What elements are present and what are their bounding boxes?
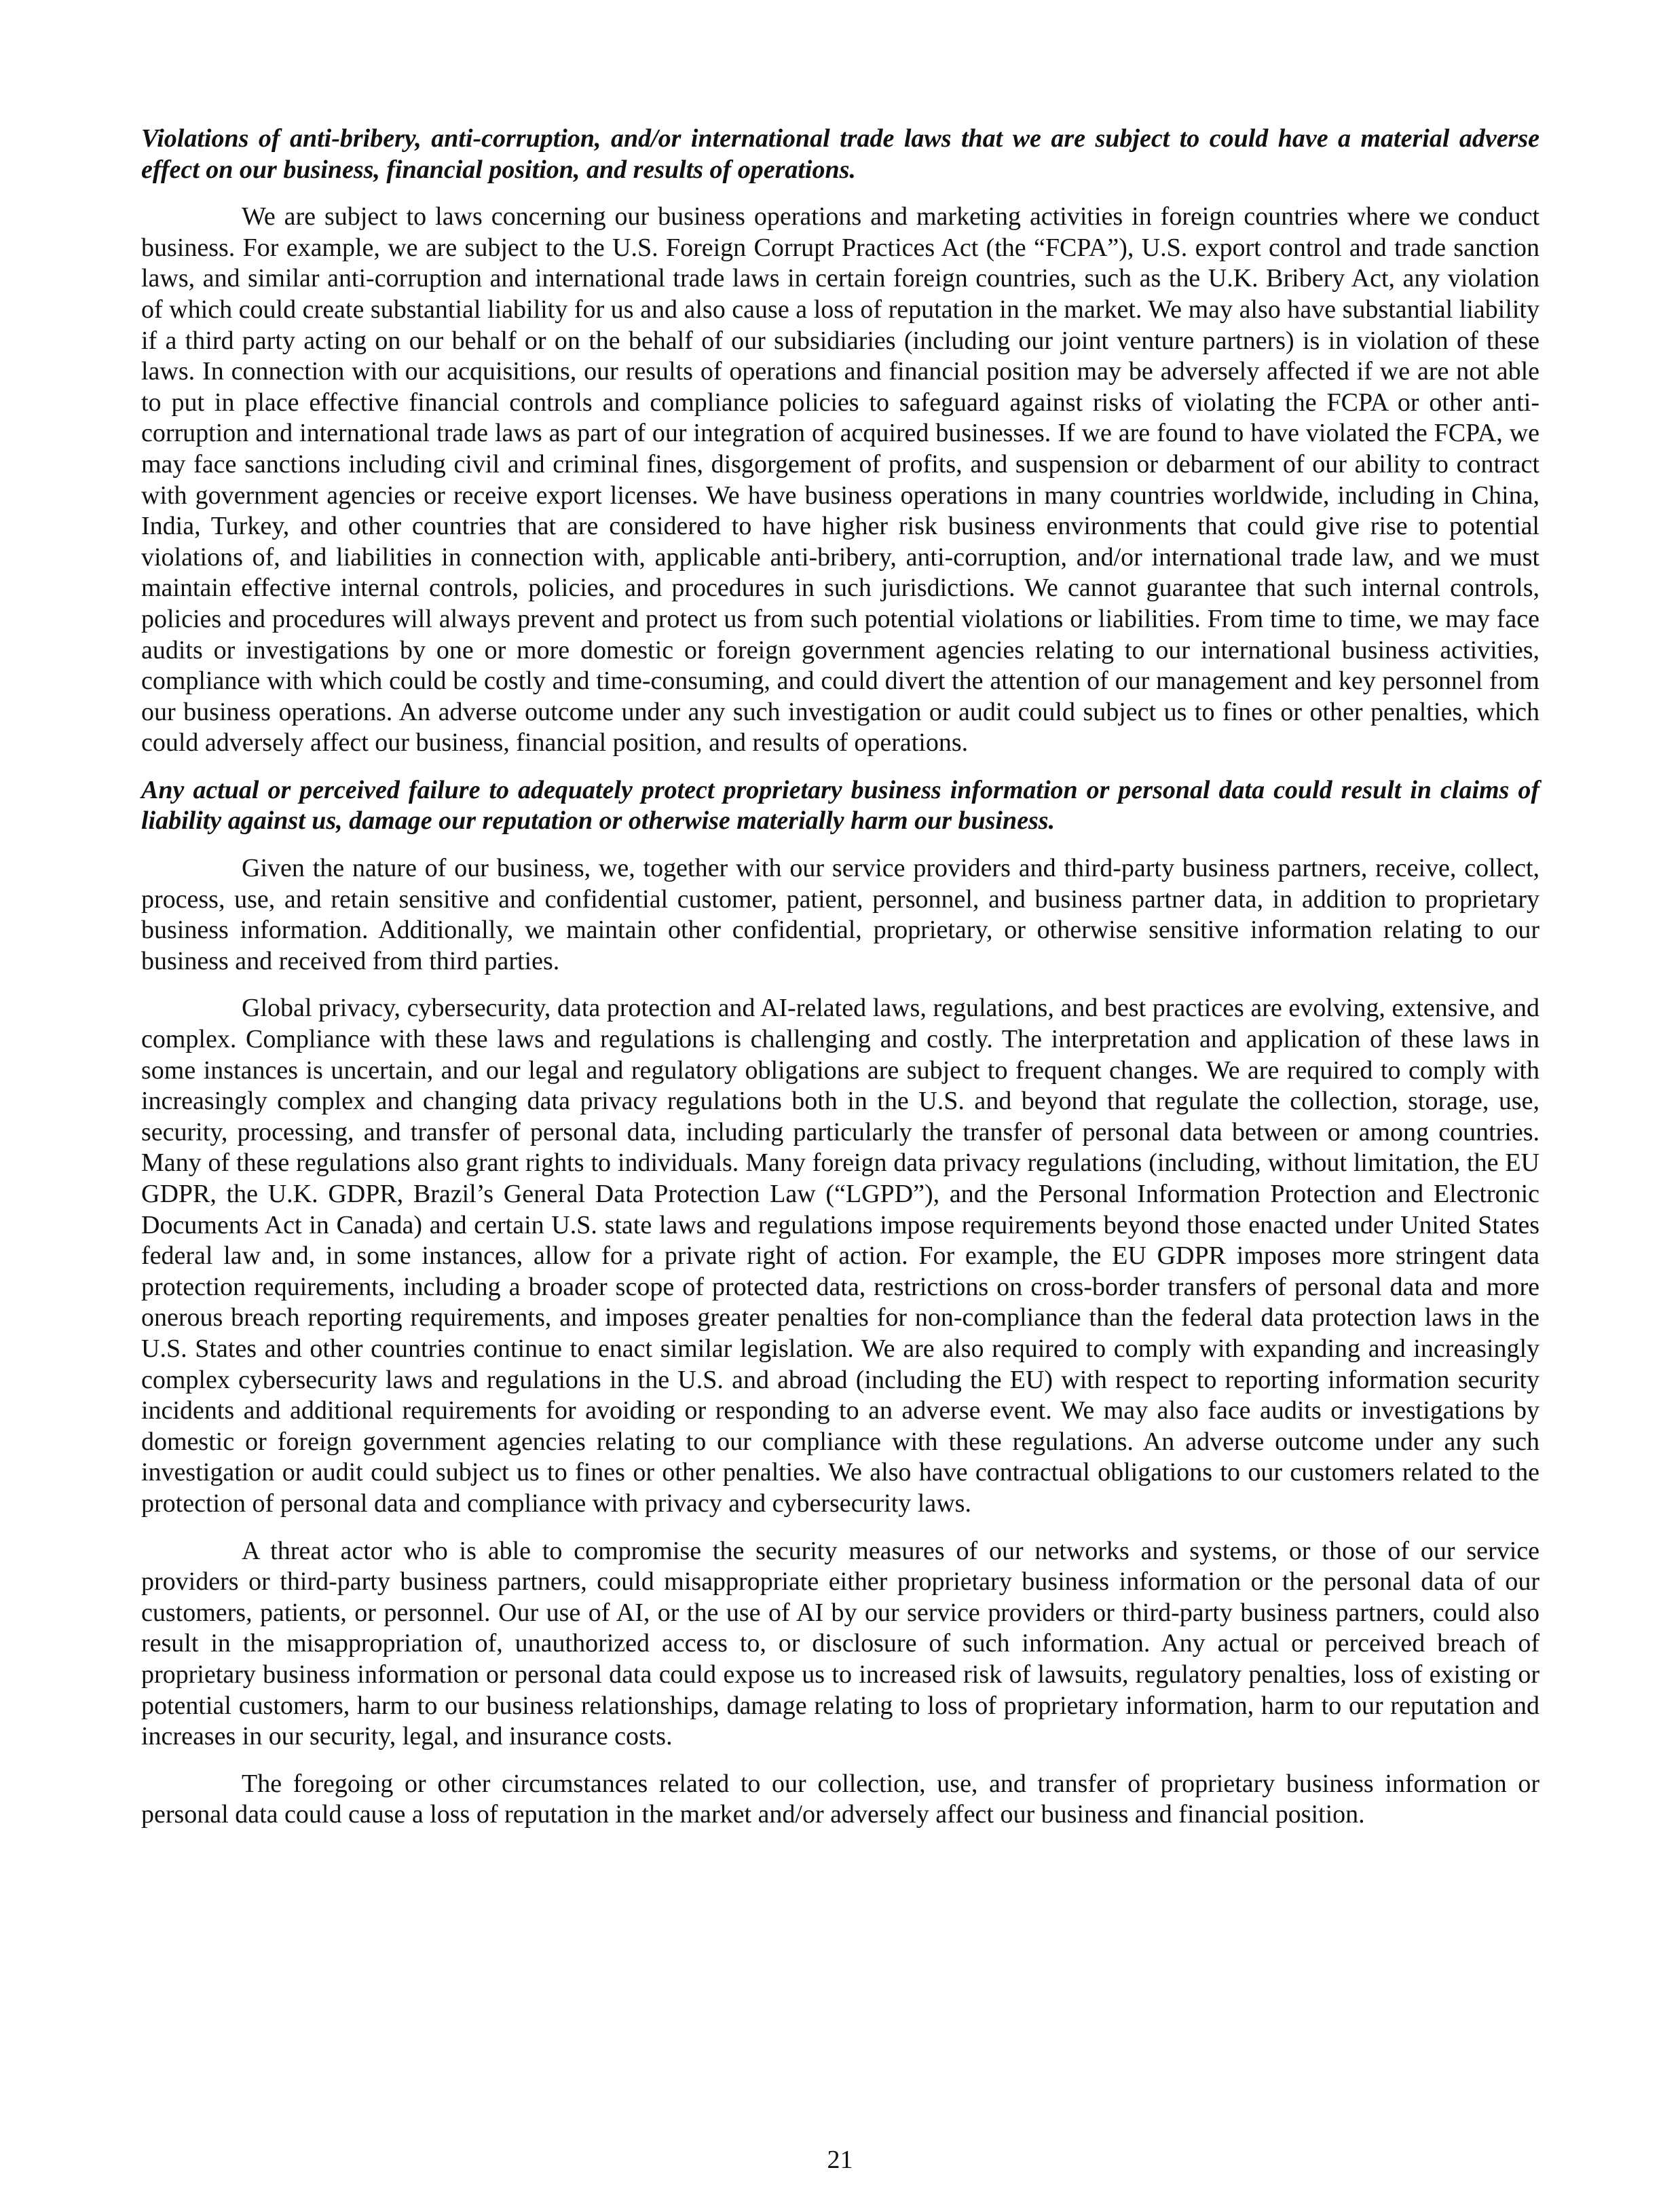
section-heading-data-protection: Any actual or perceived failure to adequately protect proprietary business information or personal data could result in claims of liability against us, damage our reputation or otherwise materially harm our business.	[141, 775, 1539, 836]
paragraph-data-nature-of-business: Given the nature of our business, we, together with our service providers and third-party business partners, receive, collect, process, use, and retain sensitive and confidential customer, patient, personnel, and business partner data, in addition to proprietary business information. Additionally, we maintain other confidential, proprietary, or otherwise sensitive information relating to our business and received from third parties.	[141, 854, 1539, 975]
paragraph-threat-actor: A threat actor who is able to compromise the security measures of our networks and systems, or those of our service providers or third-party business partners, could misappropriate either proprietary business information or the personal data of our customers, patients, or personnel. Our use of AI, or the use of AI by our service providers or third-party business partners, could also result in the misappropriation of, unauthorized access to, or disclosure of such information. Any actual or perceived breach of proprietary business information or personal data could expose us to increased risk of lawsuits, regulatory penalties, loss of existing or potential customers, harm to our business relationships, damage relating to loss of proprietary information, harm to our reputation and increases in our security, legal, and insurance costs.	[141, 1536, 1539, 1751]
section-heading-anti-bribery: Violations of anti-bribery, anti-corruption, and/or international trade laws that we are subject to could have a material adverse effect on our business, financial position, and results of operations.	[141, 124, 1539, 184]
paragraph-anti-bribery: We are subject to laws concerning our business operations and marketing activities in foreign countries where we conduct business. For example, we are subject to the U.S. Foreign Corrupt Practices Act (the “FCPA”), U.S. export control and trade sanction laws, and similar anti-corruption and international trade laws in certain foreign countries, such as the U.K. Bribery Act, any violation of which could create substantial liability for us and also cause a loss of reputation in the market. We may also have substantial liability if a third party acting on our behalf or on the behalf of our subsidiaries (including our joint venture partners) is in violation of these laws. In connection with our acquisitions, our results of operations and financial position may be adversely affected if we are not able to put in place effective financial controls and compliance policies to safeguard against risks of violating the FCPA or other anti-corruption and international trade laws as part of our integration of acquired businesses. If we are found to have violated the FCPA, we may face sanctions including civil and criminal fines, disgorgement of profits, and suspension or debarment of our ability to contract with government agencies or receive export licenses. We have business operations in many countries worldwide, including in China, India, Turkey, and other countries that are considered to have higher risk business environments that could give rise to potential violations of, and liabilities in connection with, applicable anti-bribery, anti-corruption, and/or international trade law, and we must maintain effective internal controls, policies, and procedures in such jurisdictions. We cannot guarantee that such internal controls, policies and procedures will always prevent and protect us from such potential violations or liabilities. From time to time, we may face audits or investigations by one or more domestic or foreign government agencies relating to our international business activities, compliance with which could be costly and time-consuming, and could divert the attention of our management and key personnel from our business operations. An adverse outcome under any such investigation or audit could subject us to fines or other penalties, which could adversely affect our business, financial position, and results of operations.	[141, 202, 1539, 757]
paragraph-global-privacy: Global privacy, cybersecurity, data protection and AI-related laws, regulations, and best practices are evolving, extensive, and complex. Compliance with these laws and regulations is challenging and costly. The interpretation and application of these laws in some instances is uncertain, and our legal and regulatory obligations are subject to frequent changes. We are required to comply with increasingly complex and changing data privacy regulations both in the U.S. and beyond that regulate the collection, storage, use, security, processing, and transfer of personal data, including particularly the transfer of personal data between or among countries. Many of these regulations also grant rights to individuals. Many foreign data privacy regulations (including, without limitation, the EU GDPR, the U.K. GDPR, Brazil’s General Data Protection Law (“LGPD”), and the Personal Information Protection and Electronic Documents Act in Canada) and certain U.S. state laws and regulations impose requirements beyond those enacted under United States federal law and, in some instances, allow for a private right of action. For example, the EU GDPR imposes more stringent data protection requirements, including a broader scope of protected data, restrictions on cross-border transfers of personal data and more onerous breach reporting requirements, and imposes greater penalties for non-compliance than the federal data protection laws in the U.S. States and other countries continue to enact similar legislation. We are also required to comply with expanding and increasingly complex cybersecurity laws and regulations in the U.S. and abroad (including the EU) with respect to reporting information security incidents and additional requirements for avoiding or responding to an adverse event. We may also face audits or investigations by domestic or foreign government agencies relating to our compliance with these regulations. An adverse outcome under any such investigation or audit could subject us to fines or other penalties. We also have contractual obligations to our customers related to the protection of personal data and compliance with privacy and cybersecurity laws.	[141, 994, 1539, 1518]
paragraph-foregoing: The foregoing or other circumstances related to our collection, use, and transfer of proprietary business information or personal data could cause a loss of reputation in the market and/or adversely affect our business and financial position.	[141, 1769, 1539, 1829]
document-page	[141, 124, 1539, 1847]
page-number: 21	[827, 2146, 853, 2174]
